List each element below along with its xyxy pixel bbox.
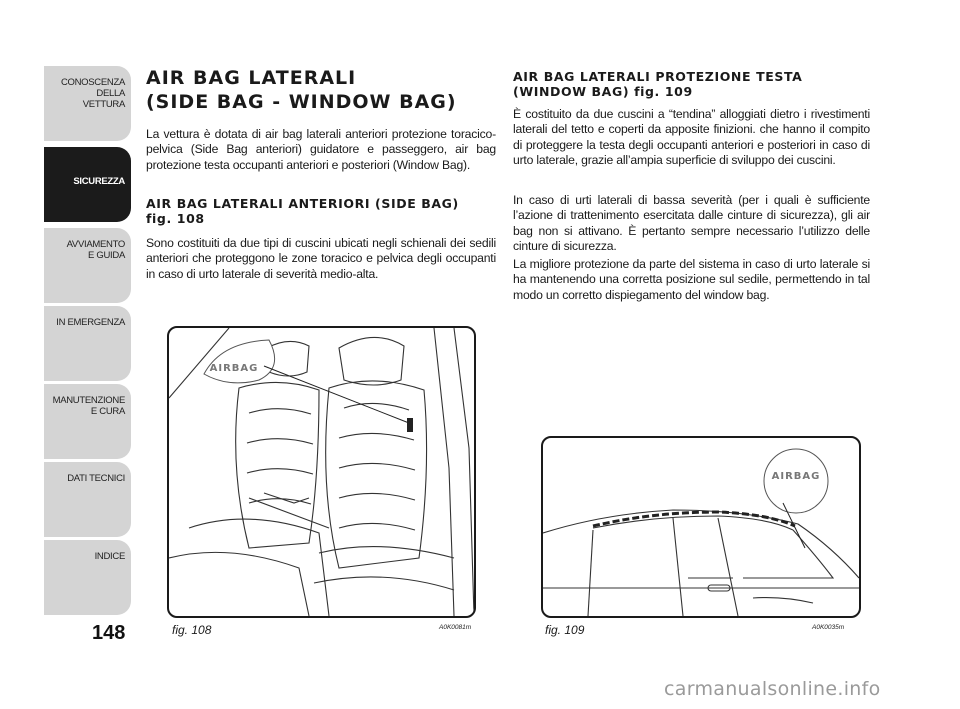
page-number: 148 xyxy=(92,622,126,644)
page-title: AIR BAG LATERALI (SIDE BAG - WINDOW BAG) xyxy=(146,67,457,113)
seat-drawing xyxy=(169,328,474,616)
airbag-label xyxy=(764,449,828,513)
tab-sicurezza[interactable]: SICUREZZA xyxy=(44,147,131,222)
svg-text:AIRBAG: AIRBAG xyxy=(771,471,821,482)
window-bag-paragraph-2: In caso di urti laterali di bassa severità (per i quali è sufficiente l’azione di trattenimento esercitata dalle cinture di sicurezza), gli air bag non si attivano. È pertanto sempre necessario l’utilizzo delle cinture di sicurezza. xyxy=(513,193,870,254)
tab-indice[interactable]: INDICE xyxy=(44,540,131,615)
figure-108-seat-illustration xyxy=(167,326,476,618)
svg-text:AIRBAG: AIRBAG xyxy=(209,363,259,374)
tab-conoscenza-della-vettura[interactable]: CONOSCENZA DELLA VETTURA xyxy=(44,66,131,141)
tab-avviamento-e-guida[interactable]: AVVIAMENTO E GUIDA xyxy=(44,228,131,303)
figure-108-caption: fig. 108 xyxy=(172,623,212,637)
airbag-label xyxy=(204,340,275,383)
intro-paragraph: La vettura è dotata di air bag laterali anteriori protezione toracico-pelvica (Side Bag anteriori) guidatore e passeggero, air bag protezione testa occupanti anteriori e posteriori (Window Bag). xyxy=(146,127,496,172)
tab-manutenzione-e-cura[interactable]: MANUTENZIONE E CURA xyxy=(44,384,131,459)
car-drawing xyxy=(543,438,859,616)
window-bag-heading: AIR BAG LATERALI PROTEZIONE TESTA (WINDOW BAG) fig. 109 xyxy=(513,69,803,99)
window-bag-paragraph-1: È costituito da due cuscini a “tendina” alloggiati dietro i rivestimenti laterali del tetto e coperti da apposite finizioni. che hanno il compito di proteggere la testa degli occupanti anteriori e posteriori in caso di urto laterale, grazie all’ampia superficie di sviluppo dei cuscini. xyxy=(513,107,870,168)
watermark: carmanualsonline.info xyxy=(664,678,881,700)
side-bag-paragraph: Sono costituiti da due tipi di cuscini ubicati negli schienali dei sedili anteriori che proteggono le zone toracico e pelvica degli occupanti in caso di urto laterale di severità medio-alta. xyxy=(146,236,496,281)
figure-109-car-illustration xyxy=(541,436,861,618)
tab-in-emergenza[interactable]: IN EMERGENZA xyxy=(44,306,131,381)
side-bag-heading: AIR BAG LATERALI ANTERIORI (SIDE BAG) fig. 108 xyxy=(146,196,459,226)
figure-109-caption: fig. 109 xyxy=(545,623,585,637)
figure-108-code: A0K0081m xyxy=(439,624,472,631)
window-bag-paragraph-3: La migliore protezione da parte del sistema in caso di urto laterale si ha mantenendo una corretta posizione sul sedile, permettendo in tal modo un corretto dispiegamento del window bag. xyxy=(513,257,870,302)
figure-109-code: A0K0035m xyxy=(812,624,845,631)
tab-dati-tecnici[interactable]: DATI TECNICI xyxy=(44,462,131,537)
